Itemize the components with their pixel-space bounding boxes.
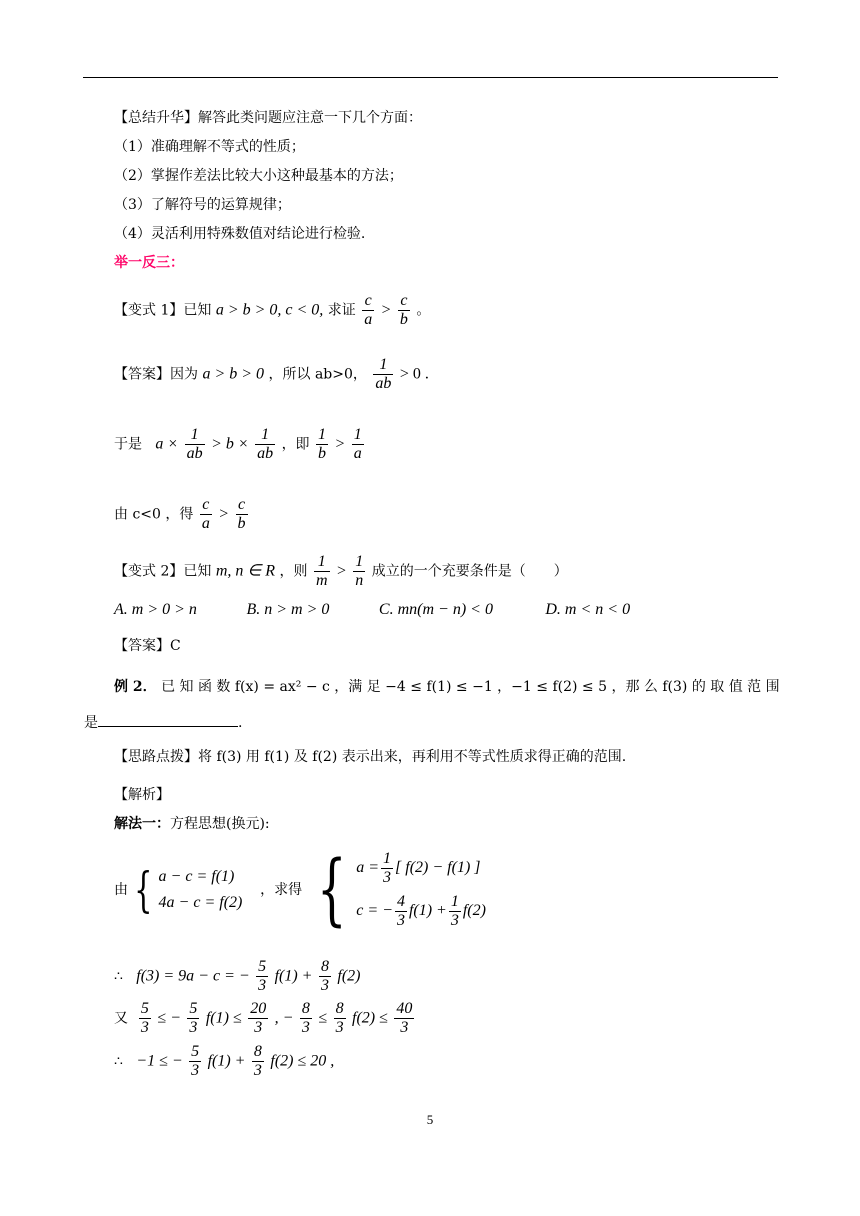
v1-req: 求证: [327, 302, 356, 319]
sys-qiude: ，求得: [260, 882, 303, 898]
answer-2: 【答案】C: [114, 638, 181, 654]
v1-end: 。: [416, 302, 431, 319]
left-brace-2: {: [316, 845, 347, 935]
option-c: C. mn(m − n) < 0: [378, 601, 493, 618]
f3-line: ∴ f(3) = 9a − c = − $\frac{5}{3}$ f(1) + $\frac{8}{3}$ f(2): [114, 958, 361, 994]
method-1: [114, 814, 270, 834]
v2-ze: ，则: [279, 563, 308, 580]
f3-lhs: f(3) = 9a − c = −: [136, 967, 250, 985]
option-d: D. m < n < 0: [545, 601, 631, 618]
example-2-line-1: [114, 677, 780, 697]
page-number: 5: [426, 1112, 434, 1127]
ans1-mid: ，所以 ab>0，: [268, 366, 367, 383]
summary-point-2: （2）掌握作差法比较大小这种最基本的方法；: [114, 168, 403, 184]
ex2-line2-a: 是: [84, 715, 98, 731]
ans1-frac-1a: $\frac{1}{a}$: [353, 426, 362, 462]
v1-cond: a > b > 0, c < 0,: [215, 301, 324, 319]
jiexi-heading: 【解析】: [114, 787, 170, 803]
v1-frac-ca: $\frac{c}{a}$: [364, 292, 373, 328]
ans1-frac-1b: $\frac{1}{b}$: [318, 426, 327, 462]
you-label: 又: [114, 1010, 128, 1027]
system-eqs: a − c = f(1) 4a − c = f(2): [158, 868, 243, 911]
ans1-label: 【答案】因为: [114, 366, 198, 383]
juyi-heading: 举一反三：: [114, 255, 184, 271]
ans1-frac-ab-1: $\frac{1}{ab}$: [186, 426, 203, 462]
v2-tail: 成立的一个充要条件是（ ）: [371, 563, 568, 580]
ans1-ji: ，即: [281, 436, 310, 453]
ans1-you: 由 c<0 ，得: [114, 506, 194, 523]
v1-frac-cb: $\frac{c}{b}$: [399, 292, 408, 328]
ex2-label: 例 2．: [114, 679, 157, 695]
summary-title: 【总结升华】解答此类问题应注意一下几个方面：: [114, 110, 422, 126]
method1-desc: 方程思想(换元):: [170, 816, 270, 832]
example-2-line-2: [84, 712, 242, 733]
answer-1-line-3: 由 c<0 ，得 $\frac{c}{a}$ > $\frac{c}{b}$: [114, 496, 246, 532]
answer-1-line-1: [114, 356, 429, 393]
ex2-line1: 已 知 函 数 f(x) = ax² − c ，满 足 −4 ≤ f(1) ≤ −1 ，−1 ≤ f(2) ≤ 5 ，那 么 f(3) 的 取 值 范 围: [161, 679, 780, 695]
method1-label: 解法一：: [114, 816, 170, 832]
answer-1-line-2: 于是 a × $\frac{1}{ab}$ > b × $\frac{1}{ab}$ ，即 $\frac{1}{b}$ > $\frac{1}{a}$: [114, 426, 362, 462]
ans1-tail: > 0 .: [399, 365, 429, 383]
ans1-frac: $\frac{1}{ab}$: [375, 356, 392, 392]
v2-options: [114, 600, 630, 620]
bounds-line: 又 $\frac{5}{3}$ ≤ − $\frac{5}{3}$ f(1) ≤ $\frac{20}{3}$ , − $\frac{8}{3}$ ≤ $\frac{8}{3}$ f(2) ≤ $\frac{40}{3}$: [114, 1000, 413, 1036]
summary-point-3: （3）了解符号的运算规律；: [114, 197, 291, 213]
system-results: a = $\frac{1}{3}$ [ f(2) − f(1) ] c = − $\frac{4}{3}$ f(1) + $\frac{1}{3}$ f(2): [356, 850, 486, 929]
variant-2: 【变式 2】已知 m, n ∈ R ，则 $\frac{1}{m}$ > $\frac{1}{n}$ 成立的一个充要条件是（ ）: [114, 553, 568, 589]
ans1-a-times: a ×: [155, 435, 179, 453]
ans1-frac-ca: $\frac{c}{a}$: [201, 496, 210, 532]
left-brace-1: {: [134, 862, 153, 918]
answer-blank[interactable]: [98, 712, 238, 727]
ans1-frac-cb: $\frac{c}{b}$: [237, 496, 246, 532]
therefore-2: ∴: [114, 1053, 123, 1070]
ans1-yu: 于是: [114, 436, 142, 453]
ex2-line2-b: .: [238, 715, 243, 731]
option-a: A. m > 0 > n: [114, 601, 197, 618]
v2-frac-m: $\frac{1}{m}$: [315, 553, 328, 589]
option-b: B. n > m > 0: [246, 601, 330, 618]
sys-you: 由: [114, 882, 128, 898]
ans1-cond: a > b > 0: [202, 365, 265, 383]
result-line: ∴ −1 ≤ − $\frac{5}{3}$ f(1) + $\frac{8}{3}$ f(2) ≤ 20 ,: [114, 1043, 335, 1079]
ans1-frac-ab-2: $\frac{1}{ab}$: [257, 426, 274, 462]
variant-1: [114, 292, 430, 329]
hint: 【思路点拨】将 f(3) 用 f(1) 及 f(2) 表示出来，再利用不等式性质求得正确的范围.: [114, 749, 627, 765]
ans1-gt-b: > b ×: [211, 435, 249, 453]
v2-label: 【变式 2】已知: [114, 563, 212, 580]
v1-label: 【变式 1】已知: [114, 302, 212, 319]
v2-cond: m, n ∈ R: [215, 562, 276, 580]
v2-frac-n: $\frac{1}{n}$: [355, 553, 364, 589]
header-rule: [83, 77, 778, 78]
summary-point-1: （1）准确理解不等式的性质；: [114, 139, 305, 155]
therefore-1: ∴: [114, 968, 123, 985]
v1-gt: >: [380, 301, 392, 319]
summary-point-4: （4）灵活利用特殊数值对结论进行检验.: [114, 226, 366, 242]
system-line: [114, 845, 486, 935]
